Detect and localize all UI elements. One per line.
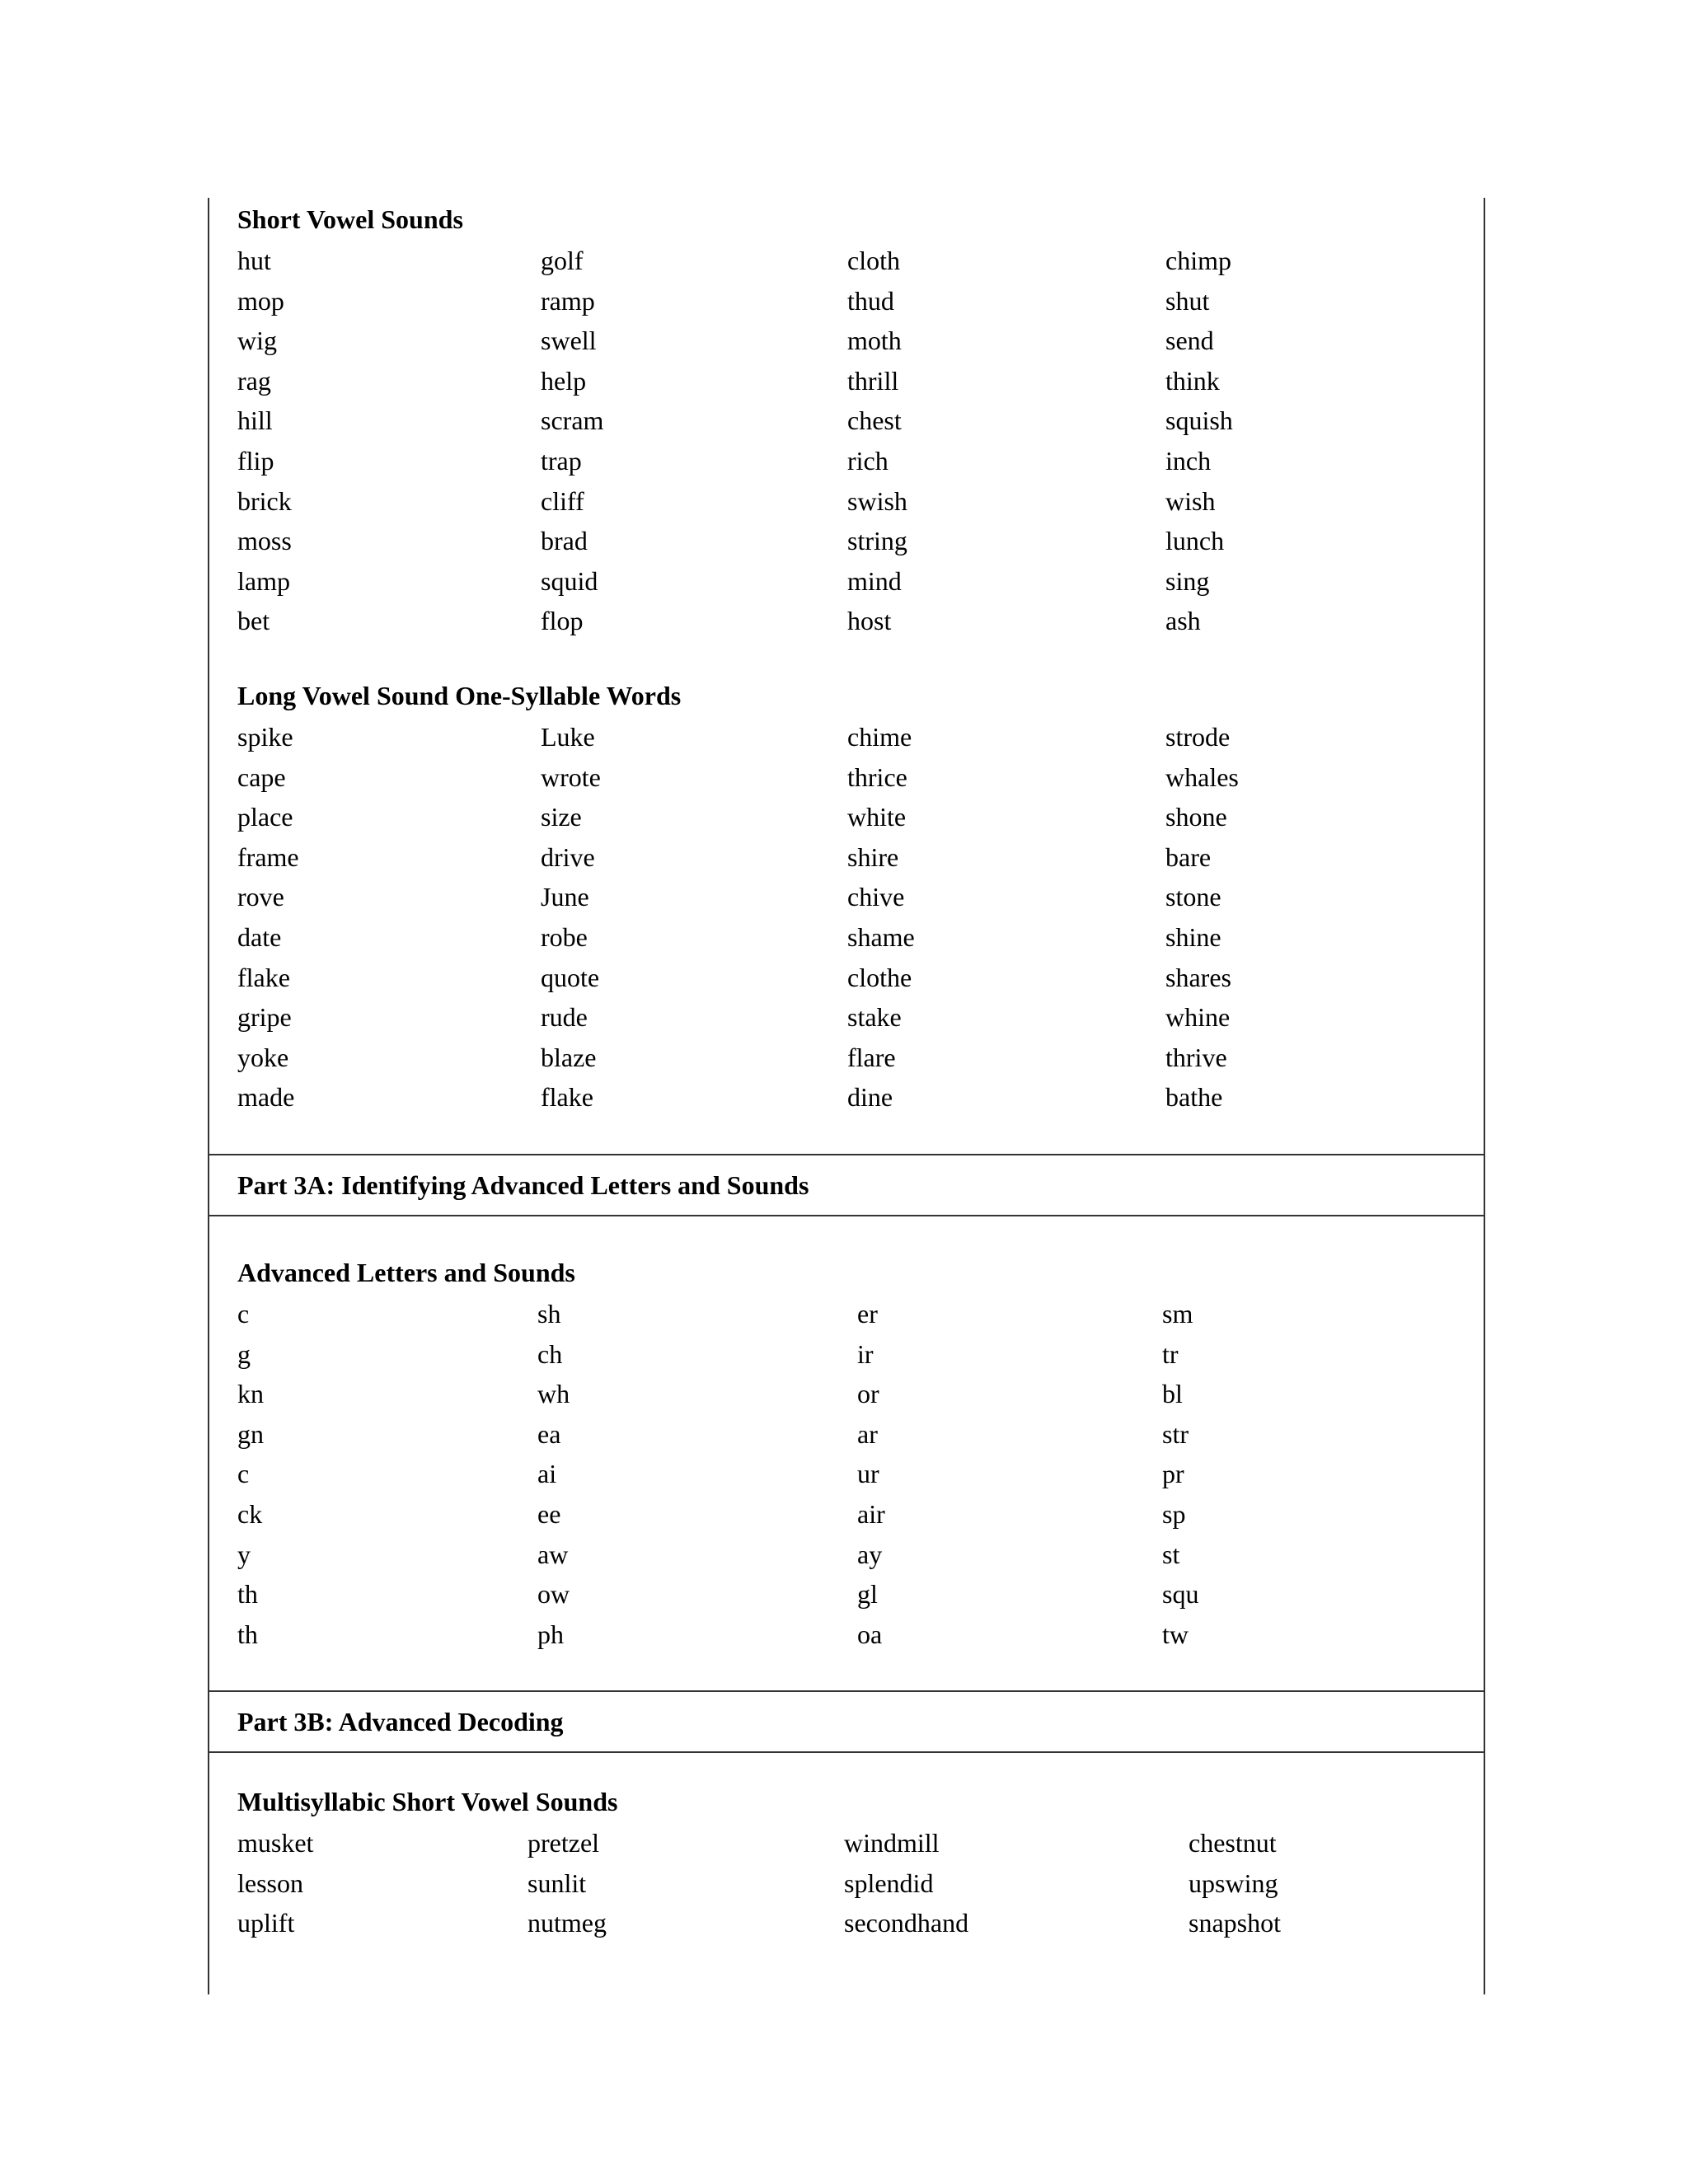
word-cell: swish: [847, 485, 907, 516]
word-cell: lunch: [1165, 526, 1225, 556]
word-cell: nutmeg: [528, 1908, 607, 1938]
word-cell: g: [237, 1338, 251, 1369]
word-cell: chestnut: [1189, 1828, 1277, 1858]
word-cell: pretzel: [528, 1828, 600, 1858]
word-cell: thrill: [847, 365, 899, 396]
word-cell: bet: [237, 606, 270, 636]
word-cell: secondhand: [844, 1908, 969, 1938]
multisyllabic-heading: Multisyllabic Short Vowel Sounds: [237, 1787, 618, 1816]
word-cell: help: [541, 365, 587, 396]
word-cell: strode: [1165, 722, 1231, 752]
word-cell: robe: [541, 921, 588, 952]
word-cell: thud: [847, 285, 894, 316]
word-cell: shire: [847, 841, 899, 872]
word-cell: clothe: [847, 962, 912, 992]
word-cell: wh: [537, 1379, 570, 1409]
word-cell: Luke: [541, 722, 595, 752]
word-cell: tw: [1162, 1619, 1189, 1649]
word-cell: gn: [237, 1418, 264, 1449]
word-cell: air: [857, 1498, 885, 1529]
word-cell: chimp: [1165, 246, 1231, 275]
word-cell: lamp: [237, 565, 290, 596]
word-cell: windmill: [844, 1828, 940, 1858]
word-cell: kn: [237, 1379, 264, 1409]
divider: [208, 1154, 1485, 1155]
word-cell: flop: [541, 606, 584, 636]
divider: [208, 1690, 1485, 1692]
word-cell: bare: [1165, 841, 1212, 872]
word-cell: trap: [541, 445, 582, 476]
word-cell: pr: [1162, 1459, 1184, 1489]
word-cell: ow: [537, 1579, 570, 1610]
word-cell: ea: [537, 1418, 561, 1449]
part-3a-heading: Part 3A: Identifying Advanced Letters and Sounds: [237, 1170, 809, 1200]
word-cell: rag: [237, 365, 271, 396]
word-cell: hill: [237, 405, 273, 436]
word-cell: th: [237, 1619, 258, 1649]
word-cell: think: [1165, 365, 1220, 396]
word-cell: gl: [857, 1579, 878, 1610]
word-cell: shone: [1165, 802, 1227, 832]
word-cell: ir: [857, 1338, 874, 1369]
word-cell: blaze: [541, 1042, 597, 1072]
word-cell: June: [541, 882, 589, 912]
word-cell: moth: [847, 326, 902, 356]
word-cell: squ: [1162, 1579, 1199, 1610]
word-cell: sp: [1162, 1498, 1186, 1529]
word-cell: drive: [541, 841, 595, 872]
word-cell: mop: [237, 285, 284, 316]
word-cell: th: [237, 1579, 258, 1610]
short-vowel-heading: Short Vowel Sounds: [237, 204, 463, 234]
word-cell: c: [237, 1459, 250, 1489]
word-cell: stake: [847, 1002, 902, 1033]
word-cell: hut: [237, 246, 271, 275]
word-cell: size: [541, 802, 582, 832]
word-cell: shut: [1165, 285, 1210, 316]
word-cell: whine: [1165, 1002, 1231, 1033]
word-cell: cliff: [541, 485, 584, 516]
word-cell: ee: [537, 1498, 561, 1529]
word-cell: gripe: [237, 1002, 292, 1033]
word-cell: wig: [237, 326, 277, 356]
word-cell: white: [847, 802, 907, 832]
word-cell: st: [1162, 1539, 1180, 1569]
word-cell: chive: [847, 882, 905, 912]
word-cell: sm: [1162, 1299, 1193, 1329]
divider: [208, 1751, 1485, 1753]
word-cell: host: [847, 606, 892, 636]
word-cell: sing: [1165, 565, 1210, 596]
word-cell: flip: [237, 445, 274, 476]
advanced-letters-heading: Advanced Letters and Sounds: [237, 1258, 575, 1287]
word-cell: cloth: [847, 246, 900, 275]
word-cell: shine: [1165, 921, 1221, 952]
divider: [208, 1215, 1485, 1216]
word-cell: moss: [237, 526, 292, 556]
word-cell: thrice: [847, 762, 907, 792]
word-cell: wish: [1165, 485, 1216, 516]
word-cell: aw: [537, 1539, 569, 1569]
word-cell: wrote: [541, 762, 601, 792]
word-cell: rich: [847, 445, 889, 476]
word-cell: sunlit: [528, 1868, 587, 1898]
word-cell: quote: [541, 962, 600, 992]
word-cell: cape: [237, 762, 286, 792]
part-3b-heading: Part 3B: Advanced Decoding: [237, 1707, 564, 1736]
word-cell: yoke: [237, 1042, 289, 1072]
word-cell: ay: [857, 1539, 883, 1569]
word-cell: shame: [847, 921, 915, 952]
word-cell: spike: [237, 722, 293, 752]
word-cell: made: [237, 1082, 295, 1113]
word-cell: ramp: [541, 285, 595, 316]
word-cell: y: [237, 1539, 251, 1569]
word-cell: flake: [237, 962, 290, 992]
word-cell: date: [237, 921, 282, 952]
word-cell: ash: [1165, 606, 1201, 636]
word-cell: ai: [537, 1459, 557, 1489]
word-cell: or: [857, 1379, 879, 1409]
word-cell: musket: [237, 1828, 314, 1858]
word-cell: inch: [1165, 445, 1212, 476]
word-cell: tr: [1162, 1338, 1179, 1369]
word-cell: uplift: [237, 1908, 295, 1938]
word-cell: bathe: [1165, 1082, 1223, 1113]
word-cell: snapshot: [1189, 1908, 1281, 1938]
word-cell: ck: [237, 1498, 263, 1529]
word-cell: sh: [537, 1299, 561, 1329]
word-cell: send: [1165, 326, 1214, 356]
word-cell: bl: [1162, 1379, 1183, 1409]
word-cell: frame: [237, 841, 299, 872]
word-cell: flare: [847, 1042, 896, 1072]
word-cell: stone: [1165, 882, 1221, 912]
word-cell: brad: [541, 526, 588, 556]
word-cell: dine: [847, 1082, 893, 1113]
word-cell: squish: [1165, 405, 1233, 436]
word-cell: upswing: [1189, 1868, 1278, 1898]
word-cell: oa: [857, 1619, 883, 1649]
word-cell: chest: [847, 405, 902, 436]
word-cell: c: [237, 1299, 250, 1329]
word-cell: brick: [237, 485, 292, 516]
word-cell: swell: [541, 326, 597, 356]
word-cell: ch: [537, 1338, 563, 1369]
word-cell: rude: [541, 1002, 588, 1033]
word-cell: ur: [857, 1459, 879, 1489]
word-cell: golf: [541, 246, 584, 275]
word-cell: flake: [541, 1082, 593, 1113]
word-cell: thrive: [1165, 1042, 1227, 1072]
word-cell: mind: [847, 565, 902, 596]
word-cell: str: [1162, 1418, 1189, 1449]
word-cell: place: [237, 802, 293, 832]
word-cell: ph: [537, 1619, 564, 1649]
word-cell: rove: [237, 882, 284, 912]
word-cell: er: [857, 1299, 878, 1329]
word-cell: squid: [541, 565, 598, 596]
word-cell: shares: [1165, 962, 1231, 992]
word-cell: scram: [541, 405, 604, 436]
word-cell: string: [847, 526, 907, 556]
word-cell: whales: [1165, 762, 1239, 792]
word-cell: splendid: [844, 1868, 934, 1898]
word-cell: chime: [847, 722, 912, 752]
long-vowel-heading: Long Vowel Sound One-Syllable Words: [237, 681, 682, 710]
word-cell: lesson: [237, 1868, 303, 1898]
word-cell: ar: [857, 1418, 878, 1449]
